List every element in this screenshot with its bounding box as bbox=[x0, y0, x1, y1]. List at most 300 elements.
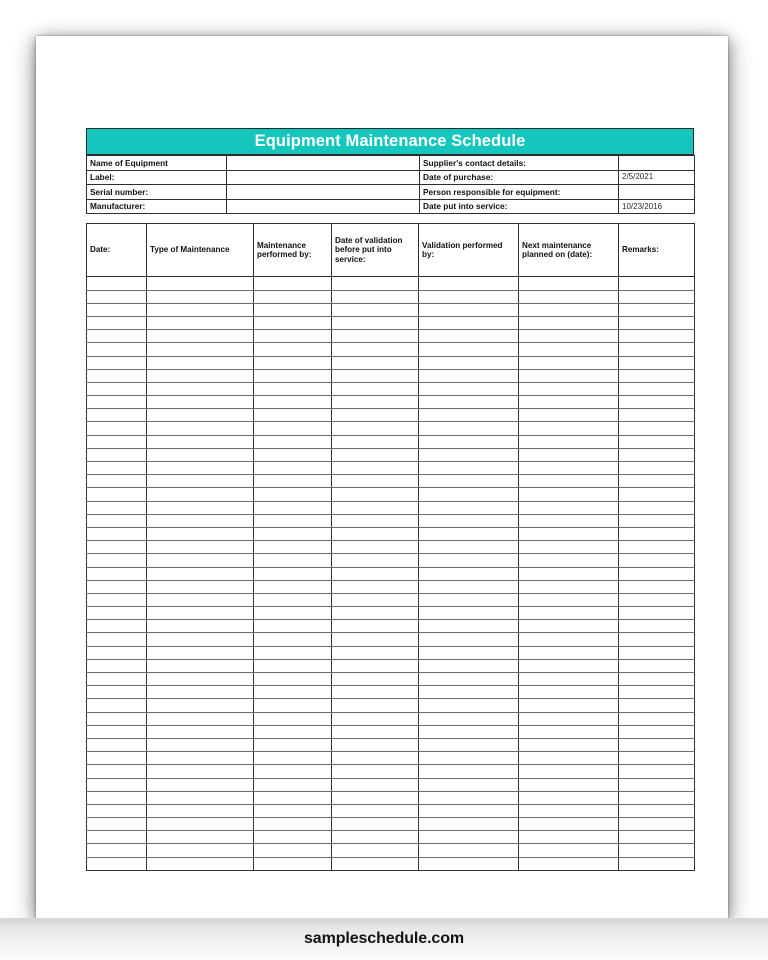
cell-remarks[interactable] bbox=[619, 673, 695, 686]
cell-date[interactable] bbox=[87, 620, 147, 633]
cell-type[interactable] bbox=[147, 567, 254, 580]
cell-validation-date[interactable] bbox=[332, 659, 419, 672]
cell-next-planned[interactable] bbox=[519, 646, 619, 659]
cell-validated-by[interactable] bbox=[419, 831, 519, 844]
cell-type[interactable] bbox=[147, 791, 254, 804]
cell-remarks[interactable] bbox=[619, 409, 695, 422]
cell-next-planned[interactable] bbox=[519, 343, 619, 356]
cell-remarks[interactable] bbox=[619, 514, 695, 527]
cell-date[interactable] bbox=[87, 567, 147, 580]
cell-type[interactable] bbox=[147, 554, 254, 567]
cell-date[interactable] bbox=[87, 462, 147, 475]
cell-validation-date[interactable] bbox=[332, 343, 419, 356]
info-field-label[interactable] bbox=[227, 170, 420, 185]
cell-validated-by[interactable] bbox=[419, 488, 519, 501]
cell-type[interactable] bbox=[147, 435, 254, 448]
cell-next-planned[interactable] bbox=[519, 356, 619, 369]
cell-type[interactable] bbox=[147, 673, 254, 686]
cell-next-planned[interactable] bbox=[519, 514, 619, 527]
cell-next-planned[interactable] bbox=[519, 316, 619, 329]
cell-validated-by[interactable] bbox=[419, 409, 519, 422]
cell-performed-by[interactable] bbox=[254, 778, 332, 791]
cell-validated-by[interactable] bbox=[419, 554, 519, 567]
cell-next-planned[interactable] bbox=[519, 435, 619, 448]
cell-performed-by[interactable] bbox=[254, 844, 332, 857]
cell-performed-by[interactable] bbox=[254, 686, 332, 699]
cell-validation-date[interactable] bbox=[332, 488, 419, 501]
cell-date[interactable] bbox=[87, 475, 147, 488]
cell-performed-by[interactable] bbox=[254, 593, 332, 606]
cell-validated-by[interactable] bbox=[419, 659, 519, 672]
cell-type[interactable] bbox=[147, 686, 254, 699]
cell-validation-date[interactable] bbox=[332, 316, 419, 329]
cell-next-planned[interactable] bbox=[519, 633, 619, 646]
cell-next-planned[interactable] bbox=[519, 725, 619, 738]
cell-remarks[interactable] bbox=[619, 778, 695, 791]
cell-validated-by[interactable] bbox=[419, 818, 519, 831]
cell-type[interactable] bbox=[147, 382, 254, 395]
cell-remarks[interactable] bbox=[619, 343, 695, 356]
cell-date[interactable] bbox=[87, 514, 147, 527]
cell-remarks[interactable] bbox=[619, 356, 695, 369]
cell-validation-date[interactable] bbox=[332, 330, 419, 343]
cell-remarks[interactable] bbox=[619, 593, 695, 606]
cell-performed-by[interactable] bbox=[254, 501, 332, 514]
cell-validated-by[interactable] bbox=[419, 725, 519, 738]
cell-validated-by[interactable] bbox=[419, 633, 519, 646]
cell-remarks[interactable] bbox=[619, 738, 695, 751]
cell-validation-date[interactable] bbox=[332, 462, 419, 475]
cell-remarks[interactable] bbox=[619, 277, 695, 290]
cell-performed-by[interactable] bbox=[254, 330, 332, 343]
cell-validation-date[interactable] bbox=[332, 422, 419, 435]
cell-date[interactable] bbox=[87, 527, 147, 540]
cell-type[interactable] bbox=[147, 725, 254, 738]
cell-next-planned[interactable] bbox=[519, 501, 619, 514]
cell-next-planned[interactable] bbox=[519, 620, 619, 633]
cell-performed-by[interactable] bbox=[254, 369, 332, 382]
cell-remarks[interactable] bbox=[619, 527, 695, 540]
cell-performed-by[interactable] bbox=[254, 488, 332, 501]
cell-type[interactable] bbox=[147, 593, 254, 606]
cell-remarks[interactable] bbox=[619, 303, 695, 316]
cell-next-planned[interactable] bbox=[519, 277, 619, 290]
cell-remarks[interactable] bbox=[619, 712, 695, 725]
cell-validation-date[interactable] bbox=[332, 607, 419, 620]
cell-performed-by[interactable] bbox=[254, 554, 332, 567]
cell-next-planned[interactable] bbox=[519, 831, 619, 844]
cell-next-planned[interactable] bbox=[519, 844, 619, 857]
info-field-serial-number[interactable] bbox=[227, 185, 420, 200]
cell-performed-by[interactable] bbox=[254, 791, 332, 804]
cell-remarks[interactable] bbox=[619, 765, 695, 778]
cell-validated-by[interactable] bbox=[419, 330, 519, 343]
cell-remarks[interactable] bbox=[619, 435, 695, 448]
cell-validation-date[interactable] bbox=[332, 738, 419, 751]
cell-validation-date[interactable] bbox=[332, 435, 419, 448]
cell-remarks[interactable] bbox=[619, 725, 695, 738]
cell-performed-by[interactable] bbox=[254, 738, 332, 751]
cell-next-planned[interactable] bbox=[519, 396, 619, 409]
cell-validated-by[interactable] bbox=[419, 290, 519, 303]
cell-type[interactable] bbox=[147, 501, 254, 514]
cell-date[interactable] bbox=[87, 857, 147, 870]
cell-next-planned[interactable] bbox=[519, 369, 619, 382]
cell-performed-by[interactable] bbox=[254, 448, 332, 461]
cell-next-planned[interactable] bbox=[519, 580, 619, 593]
cell-remarks[interactable] bbox=[619, 541, 695, 554]
cell-next-planned[interactable] bbox=[519, 290, 619, 303]
cell-performed-by[interactable] bbox=[254, 831, 332, 844]
cell-performed-by[interactable] bbox=[254, 462, 332, 475]
cell-date[interactable] bbox=[87, 752, 147, 765]
cell-validation-date[interactable] bbox=[332, 554, 419, 567]
cell-validation-date[interactable] bbox=[332, 541, 419, 554]
cell-performed-by[interactable] bbox=[254, 699, 332, 712]
cell-type[interactable] bbox=[147, 580, 254, 593]
cell-performed-by[interactable] bbox=[254, 659, 332, 672]
cell-date[interactable] bbox=[87, 580, 147, 593]
cell-type[interactable] bbox=[147, 738, 254, 751]
cell-date[interactable] bbox=[87, 607, 147, 620]
cell-date[interactable] bbox=[87, 686, 147, 699]
cell-date[interactable] bbox=[87, 501, 147, 514]
cell-remarks[interactable] bbox=[619, 382, 695, 395]
cell-date[interactable] bbox=[87, 554, 147, 567]
cell-type[interactable] bbox=[147, 290, 254, 303]
cell-date[interactable] bbox=[87, 659, 147, 672]
cell-validation-date[interactable] bbox=[332, 382, 419, 395]
cell-type[interactable] bbox=[147, 422, 254, 435]
cell-date[interactable] bbox=[87, 831, 147, 844]
cell-validation-date[interactable] bbox=[332, 593, 419, 606]
cell-performed-by[interactable] bbox=[254, 857, 332, 870]
cell-validation-date[interactable] bbox=[332, 290, 419, 303]
cell-next-planned[interactable] bbox=[519, 607, 619, 620]
cell-type[interactable] bbox=[147, 343, 254, 356]
cell-remarks[interactable] bbox=[619, 620, 695, 633]
cell-validated-by[interactable] bbox=[419, 620, 519, 633]
cell-type[interactable] bbox=[147, 818, 254, 831]
cell-validated-by[interactable] bbox=[419, 673, 519, 686]
cell-remarks[interactable] bbox=[619, 330, 695, 343]
cell-type[interactable] bbox=[147, 330, 254, 343]
cell-validation-date[interactable] bbox=[332, 409, 419, 422]
cell-validated-by[interactable] bbox=[419, 462, 519, 475]
info-field-supplier-contact-details[interactable] bbox=[619, 156, 695, 171]
cell-remarks[interactable] bbox=[619, 369, 695, 382]
cell-next-planned[interactable] bbox=[519, 541, 619, 554]
cell-next-planned[interactable] bbox=[519, 448, 619, 461]
cell-date[interactable] bbox=[87, 778, 147, 791]
cell-type[interactable] bbox=[147, 712, 254, 725]
cell-type[interactable] bbox=[147, 778, 254, 791]
cell-remarks[interactable] bbox=[619, 396, 695, 409]
cell-date[interactable] bbox=[87, 844, 147, 857]
cell-remarks[interactable] bbox=[619, 316, 695, 329]
cell-date[interactable] bbox=[87, 316, 147, 329]
cell-next-planned[interactable] bbox=[519, 673, 619, 686]
cell-performed-by[interactable] bbox=[254, 633, 332, 646]
cell-performed-by[interactable] bbox=[254, 765, 332, 778]
cell-next-planned[interactable] bbox=[519, 554, 619, 567]
cell-next-planned[interactable] bbox=[519, 409, 619, 422]
cell-next-planned[interactable] bbox=[519, 527, 619, 540]
cell-validated-by[interactable] bbox=[419, 567, 519, 580]
cell-validated-by[interactable] bbox=[419, 277, 519, 290]
cell-performed-by[interactable] bbox=[254, 382, 332, 395]
info-field-date-of-purchase[interactable]: 2/5/2021 bbox=[619, 170, 695, 185]
cell-validation-date[interactable] bbox=[332, 778, 419, 791]
cell-type[interactable] bbox=[147, 488, 254, 501]
cell-validation-date[interactable] bbox=[332, 356, 419, 369]
cell-validation-date[interactable] bbox=[332, 804, 419, 817]
cell-remarks[interactable] bbox=[619, 686, 695, 699]
cell-remarks[interactable] bbox=[619, 633, 695, 646]
cell-remarks[interactable] bbox=[619, 580, 695, 593]
cell-next-planned[interactable] bbox=[519, 857, 619, 870]
cell-remarks[interactable] bbox=[619, 448, 695, 461]
cell-validation-date[interactable] bbox=[332, 699, 419, 712]
cell-validated-by[interactable] bbox=[419, 752, 519, 765]
cell-next-planned[interactable] bbox=[519, 330, 619, 343]
cell-performed-by[interactable] bbox=[254, 541, 332, 554]
cell-next-planned[interactable] bbox=[519, 422, 619, 435]
info-field-manufacturer[interactable] bbox=[227, 199, 420, 214]
cell-date[interactable] bbox=[87, 277, 147, 290]
cell-next-planned[interactable] bbox=[519, 567, 619, 580]
cell-validation-date[interactable] bbox=[332, 673, 419, 686]
cell-validation-date[interactable] bbox=[332, 752, 419, 765]
cell-remarks[interactable] bbox=[619, 422, 695, 435]
cell-performed-by[interactable] bbox=[254, 527, 332, 540]
cell-type[interactable] bbox=[147, 633, 254, 646]
cell-next-planned[interactable] bbox=[519, 382, 619, 395]
cell-validated-by[interactable] bbox=[419, 356, 519, 369]
cell-performed-by[interactable] bbox=[254, 725, 332, 738]
cell-type[interactable] bbox=[147, 607, 254, 620]
cell-remarks[interactable] bbox=[619, 607, 695, 620]
cell-validated-by[interactable] bbox=[419, 699, 519, 712]
cell-validated-by[interactable] bbox=[419, 382, 519, 395]
cell-next-planned[interactable] bbox=[519, 488, 619, 501]
cell-date[interactable] bbox=[87, 422, 147, 435]
cell-type[interactable] bbox=[147, 316, 254, 329]
cell-performed-by[interactable] bbox=[254, 818, 332, 831]
cell-performed-by[interactable] bbox=[254, 396, 332, 409]
cell-validation-date[interactable] bbox=[332, 686, 419, 699]
cell-validated-by[interactable] bbox=[419, 686, 519, 699]
cell-type[interactable] bbox=[147, 752, 254, 765]
cell-validation-date[interactable] bbox=[332, 712, 419, 725]
cell-date[interactable] bbox=[87, 804, 147, 817]
cell-remarks[interactable] bbox=[619, 659, 695, 672]
cell-validation-date[interactable] bbox=[332, 725, 419, 738]
cell-remarks[interactable] bbox=[619, 844, 695, 857]
cell-performed-by[interactable] bbox=[254, 804, 332, 817]
cell-date[interactable] bbox=[87, 791, 147, 804]
cell-remarks[interactable] bbox=[619, 804, 695, 817]
cell-validation-date[interactable] bbox=[332, 818, 419, 831]
cell-next-planned[interactable] bbox=[519, 804, 619, 817]
cell-performed-by[interactable] bbox=[254, 290, 332, 303]
cell-remarks[interactable] bbox=[619, 752, 695, 765]
cell-validated-by[interactable] bbox=[419, 844, 519, 857]
cell-next-planned[interactable] bbox=[519, 738, 619, 751]
cell-date[interactable] bbox=[87, 330, 147, 343]
cell-validation-date[interactable] bbox=[332, 791, 419, 804]
cell-performed-by[interactable] bbox=[254, 673, 332, 686]
cell-performed-by[interactable] bbox=[254, 277, 332, 290]
cell-validated-by[interactable] bbox=[419, 541, 519, 554]
cell-date[interactable] bbox=[87, 646, 147, 659]
cell-remarks[interactable] bbox=[619, 818, 695, 831]
cell-date[interactable] bbox=[87, 699, 147, 712]
cell-date[interactable] bbox=[87, 488, 147, 501]
cell-validation-date[interactable] bbox=[332, 448, 419, 461]
cell-date[interactable] bbox=[87, 343, 147, 356]
cell-validated-by[interactable] bbox=[419, 646, 519, 659]
cell-validation-date[interactable] bbox=[332, 369, 419, 382]
cell-validated-by[interactable] bbox=[419, 501, 519, 514]
cell-validated-by[interactable] bbox=[419, 343, 519, 356]
cell-validated-by[interactable] bbox=[419, 738, 519, 751]
cell-validation-date[interactable] bbox=[332, 620, 419, 633]
cell-performed-by[interactable] bbox=[254, 409, 332, 422]
cell-next-planned[interactable] bbox=[519, 752, 619, 765]
cell-remarks[interactable] bbox=[619, 462, 695, 475]
cell-performed-by[interactable] bbox=[254, 475, 332, 488]
cell-performed-by[interactable] bbox=[254, 514, 332, 527]
cell-date[interactable] bbox=[87, 448, 147, 461]
cell-date[interactable] bbox=[87, 738, 147, 751]
cell-validation-date[interactable] bbox=[332, 514, 419, 527]
cell-validated-by[interactable] bbox=[419, 435, 519, 448]
cell-date[interactable] bbox=[87, 409, 147, 422]
cell-remarks[interactable] bbox=[619, 475, 695, 488]
cell-date[interactable] bbox=[87, 818, 147, 831]
cell-validated-by[interactable] bbox=[419, 765, 519, 778]
cell-validated-by[interactable] bbox=[419, 607, 519, 620]
cell-performed-by[interactable] bbox=[254, 607, 332, 620]
cell-validated-by[interactable] bbox=[419, 804, 519, 817]
cell-date[interactable] bbox=[87, 290, 147, 303]
cell-type[interactable] bbox=[147, 699, 254, 712]
cell-remarks[interactable] bbox=[619, 488, 695, 501]
cell-date[interactable] bbox=[87, 712, 147, 725]
cell-validation-date[interactable] bbox=[332, 831, 419, 844]
cell-performed-by[interactable] bbox=[254, 752, 332, 765]
cell-date[interactable] bbox=[87, 725, 147, 738]
cell-type[interactable] bbox=[147, 804, 254, 817]
cell-validation-date[interactable] bbox=[332, 857, 419, 870]
cell-validated-by[interactable] bbox=[419, 422, 519, 435]
cell-validation-date[interactable] bbox=[332, 475, 419, 488]
cell-validation-date[interactable] bbox=[332, 580, 419, 593]
cell-type[interactable] bbox=[147, 541, 254, 554]
cell-date[interactable] bbox=[87, 382, 147, 395]
cell-type[interactable] bbox=[147, 356, 254, 369]
cell-date[interactable] bbox=[87, 356, 147, 369]
cell-remarks[interactable] bbox=[619, 501, 695, 514]
cell-validation-date[interactable] bbox=[332, 501, 419, 514]
cell-date[interactable] bbox=[87, 541, 147, 554]
info-field-name-of-equipment[interactable] bbox=[227, 156, 420, 171]
cell-validation-date[interactable] bbox=[332, 765, 419, 778]
cell-remarks[interactable] bbox=[619, 567, 695, 580]
cell-validation-date[interactable] bbox=[332, 277, 419, 290]
cell-type[interactable] bbox=[147, 765, 254, 778]
cell-performed-by[interactable] bbox=[254, 567, 332, 580]
cell-validated-by[interactable] bbox=[419, 527, 519, 540]
cell-remarks[interactable] bbox=[619, 646, 695, 659]
cell-validated-by[interactable] bbox=[419, 369, 519, 382]
cell-performed-by[interactable] bbox=[254, 435, 332, 448]
cell-validation-date[interactable] bbox=[332, 527, 419, 540]
cell-next-planned[interactable] bbox=[519, 303, 619, 316]
cell-validation-date[interactable] bbox=[332, 844, 419, 857]
cell-validated-by[interactable] bbox=[419, 316, 519, 329]
cell-date[interactable] bbox=[87, 435, 147, 448]
cell-type[interactable] bbox=[147, 303, 254, 316]
cell-type[interactable] bbox=[147, 409, 254, 422]
cell-type[interactable] bbox=[147, 396, 254, 409]
cell-date[interactable] bbox=[87, 633, 147, 646]
cell-date[interactable] bbox=[87, 396, 147, 409]
cell-type[interactable] bbox=[147, 462, 254, 475]
cell-validated-by[interactable] bbox=[419, 778, 519, 791]
cell-type[interactable] bbox=[147, 277, 254, 290]
cell-performed-by[interactable] bbox=[254, 343, 332, 356]
cell-validated-by[interactable] bbox=[419, 303, 519, 316]
cell-type[interactable] bbox=[147, 514, 254, 527]
cell-type[interactable] bbox=[147, 369, 254, 382]
cell-remarks[interactable] bbox=[619, 857, 695, 870]
cell-validated-by[interactable] bbox=[419, 593, 519, 606]
cell-remarks[interactable] bbox=[619, 554, 695, 567]
cell-validated-by[interactable] bbox=[419, 791, 519, 804]
cell-type[interactable] bbox=[147, 527, 254, 540]
cell-next-planned[interactable] bbox=[519, 712, 619, 725]
cell-next-planned[interactable] bbox=[519, 659, 619, 672]
cell-date[interactable] bbox=[87, 303, 147, 316]
cell-type[interactable] bbox=[147, 448, 254, 461]
cell-validation-date[interactable] bbox=[332, 633, 419, 646]
cell-next-planned[interactable] bbox=[519, 686, 619, 699]
cell-type[interactable] bbox=[147, 844, 254, 857]
cell-remarks[interactable] bbox=[619, 791, 695, 804]
cell-performed-by[interactable] bbox=[254, 712, 332, 725]
cell-remarks[interactable] bbox=[619, 290, 695, 303]
cell-type[interactable] bbox=[147, 646, 254, 659]
cell-type[interactable] bbox=[147, 831, 254, 844]
info-field-person-responsible[interactable] bbox=[619, 185, 695, 200]
cell-remarks[interactable] bbox=[619, 831, 695, 844]
cell-validation-date[interactable] bbox=[332, 303, 419, 316]
cell-performed-by[interactable] bbox=[254, 422, 332, 435]
cell-validated-by[interactable] bbox=[419, 514, 519, 527]
cell-validated-by[interactable] bbox=[419, 475, 519, 488]
cell-type[interactable] bbox=[147, 659, 254, 672]
cell-validated-by[interactable] bbox=[419, 580, 519, 593]
cell-type[interactable] bbox=[147, 620, 254, 633]
cell-next-planned[interactable] bbox=[519, 462, 619, 475]
cell-date[interactable] bbox=[87, 765, 147, 778]
cell-next-planned[interactable] bbox=[519, 791, 619, 804]
cell-date[interactable] bbox=[87, 673, 147, 686]
cell-performed-by[interactable] bbox=[254, 646, 332, 659]
cell-validated-by[interactable] bbox=[419, 396, 519, 409]
